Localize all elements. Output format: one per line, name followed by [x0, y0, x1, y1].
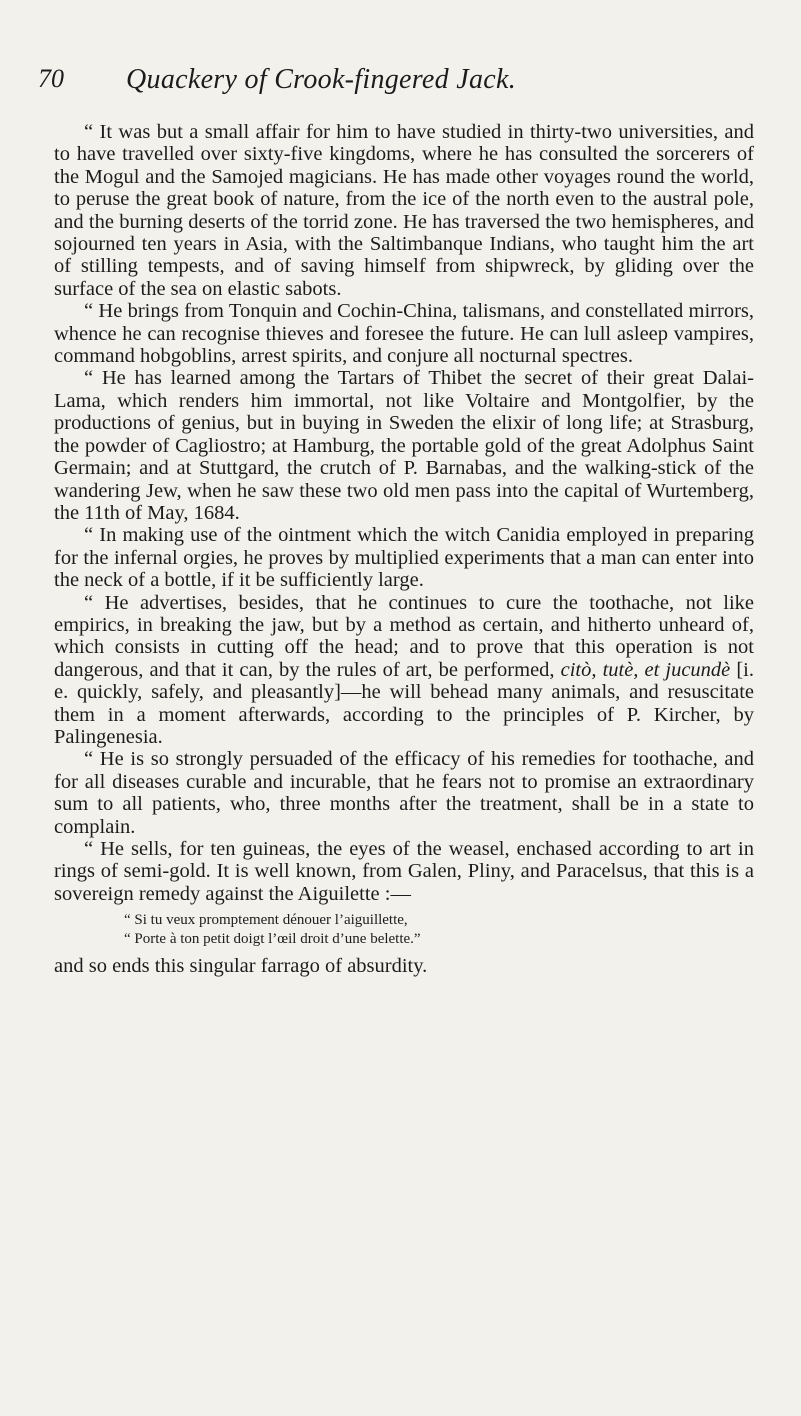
- paragraph: “ He brings from Tonquin and Cochin-China, talismans, and constellated mirrors, whence he can recognise thieves and foresee the future. He can lull asleep vampires, command hobgoblins, arrest spirits, and conjure all nocturnal spectres.: [54, 300, 754, 368]
- verse-line: “ Porte à ton petit doigt l’œil droit d’une belette.”: [124, 931, 421, 948]
- verse-line: “ Si tu veux promptement dénouer l’aiguillette,: [124, 912, 408, 929]
- paragraph: “ He has learned among the Tartars of Thibet the secret of their great Dalai-Lama, which renders him immortal, not like Voltaire and Montgolfier, by the productions of genius, but in buying in Sweden the elixir of long life; at Strasburg, the powder of Cagliostro; at Hamburg, the portable gold of the great Adolphus Saint Germain; and at Stuttgard, the crutch of P. Barnabas, and the walking-stick of the wandering Jew, when he saw these two old men pass into the capital of Wurtemberg, the 11th of May, 1684.: [54, 367, 754, 524]
- running-title: Quackery of Crook-fingered Jack.: [126, 64, 517, 95]
- page-number: 70: [38, 64, 64, 93]
- paragraph: “ He is so strongly persuaded of the efficacy of his remedies for toothache, and for all diseases curable and incurable, that he fears not to promise an extraordinary sum to all patients, who, three months after the treatment, shall be in a state to complain.: [54, 748, 754, 838]
- paragraph-text: “ He advertises, besides, that he continues to cure the toothache, not like empirics, in breaking the jaw, but by a method as certain, and hitherto unheard of, which consists in cutting off the head; and to prove that this operation is not dangerous, and that it can, by the rules of art, be performed,: [54, 591, 754, 681]
- page-header: [38, 64, 758, 104]
- latin-phrase: citò, tutè, et jucundè: [560, 658, 731, 681]
- paragraph-text: [i. e. quickly, safely, and pleasantly]—he will behead many animals, and resuscitate them in a moment afterwards, according to the principles of P. Kircher, by Palingenesia.: [54, 658, 754, 748]
- body-text: [54, 121, 754, 978]
- paragraph-with-latin: [54, 592, 754, 749]
- closing-line: and so ends this singular farrago of absurdity.: [54, 955, 428, 978]
- paragraph: “ It was but a small affair for him to have studied in thirty-two universities, and to have travelled over sixty-five kingdoms, where he has consulted the sorcerers of the Mogul and the Samojed magicians. He has made other voyages round the world, to peruse the great book of nature, from the ice of the north even to the austral pole, and the burning deserts of the torrid zone. He has traversed the two hemispheres, and sojourned ten years in Asia, with the Saltimbanque Indians, who taught him the art of stilling tempests, and of saving himself from shipwreck, by gliding over the surface of the sea on elastic sabots.: [54, 121, 754, 300]
- french-verse-quote: [54, 911, 754, 949]
- paragraph: “ He sells, for ten guineas, the eyes of the weasel, enchased according to art in rings of semi-gold. It is well known, from Galen, Pliny, and Paracelsus, that this is a sovereign remedy against the Aiguilette :—: [54, 838, 754, 905]
- paragraph: “ In making use of the ointment which the witch Canidia employed in preparing for the infernal orgies, he proves by multiplied experiments that a man can enter into the neck of a bottle, if it be sufficiently large.: [54, 524, 754, 592]
